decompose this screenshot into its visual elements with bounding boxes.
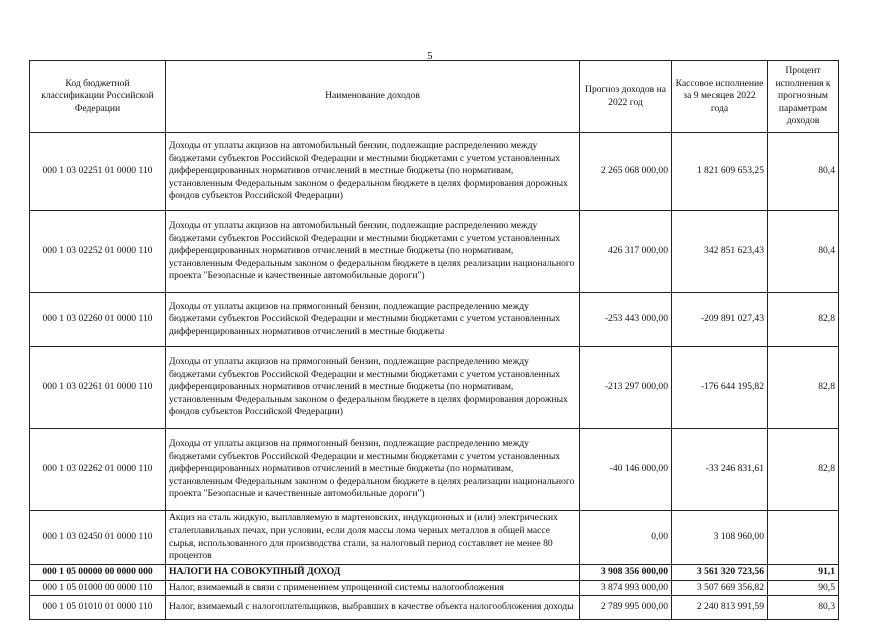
- row-code: 000 1 05 01010 01 0000 110: [30, 596, 166, 620]
- header-forecast: Прогноз доходов на 2022 год: [580, 61, 672, 133]
- table-row: [30, 347, 839, 429]
- row-name: Доходы от уплаты акцизов на автомобильный бензин, подлежащие распределению между бюджетами субъектов Российской Федерации и местными бюджетами с учетом установленных дифференцированных нормативов отчислений в местные бюджеты (по нормативам, установленным Федеральным законом о федеральном бюджете в целях формирования дорожных фондов субъектов Российской Федерации): [166, 133, 580, 211]
- row-actual: -33 246 831,61: [672, 429, 768, 511]
- table-row: [30, 211, 839, 293]
- row-percent: 80,4: [768, 133, 839, 211]
- row-forecast: 426 317 000,00: [580, 211, 672, 293]
- row-percent: [768, 511, 839, 565]
- header-code: Код бюджетной классификации Российской Федерации: [30, 61, 166, 133]
- row-code: 000 1 03 02261 01 0000 110: [30, 347, 166, 429]
- row-forecast: -40 146 000,00: [580, 429, 672, 511]
- table-row: [30, 565, 839, 581]
- row-name: Доходы от уплаты акцизов на автомобильный бензин, подлежащие распределению между бюджетами субъектов Российской Федерации и местными бюджетами с учетом установленных дифференцированных нормативов отчислений в местные бюджеты (по нормативам, установленным Федеральным законом о федеральном бюджете в целях реализации национального проекта "Безопасные и качественные автомобильные дороги"): [166, 211, 580, 293]
- row-forecast: 0,00: [580, 511, 672, 565]
- row-percent: 90,5: [768, 580, 839, 596]
- page-number: 5: [427, 50, 433, 62]
- row-actual: 1 821 609 653,25: [672, 133, 768, 211]
- row-name: Налог, взимаемый в связи с применением упрощенной системы налогообложения: [166, 580, 580, 596]
- row-actual: -176 644 195,82: [672, 347, 768, 429]
- table-row: [30, 293, 839, 347]
- row-actual: 2 240 813 991,59: [672, 596, 768, 620]
- table-row: [30, 596, 839, 620]
- row-forecast: -253 443 000,00: [580, 293, 672, 347]
- row-name: Акциз на сталь жидкую, выплавляемую в мартеновских, индукционных и (или) электрических сталеплавильных печах, при условии, если доля массы лома черных металлов в общей массе сырья, использованного для производства стали, за налоговый период составляет не менее 80 процентов: [166, 511, 580, 565]
- row-percent: 82,8: [768, 293, 839, 347]
- row-code: 000 1 03 02251 01 0000 110: [30, 133, 166, 211]
- row-actual: 3 561 320 723,56: [672, 565, 768, 581]
- row-code: 000 1 05 00000 00 0000 000: [30, 565, 166, 581]
- row-forecast: 3 908 356 000,00: [580, 565, 672, 581]
- row-percent: 80,4: [768, 211, 839, 293]
- row-actual: 3 108 960,00: [672, 511, 768, 565]
- table-row: [30, 511, 839, 565]
- row-actual: -209 891 027,43: [672, 293, 768, 347]
- row-code: 000 1 03 02260 01 0000 110: [30, 293, 166, 347]
- row-forecast: 2 789 995 000,00: [580, 596, 672, 620]
- row-name: Доходы от уплаты акцизов на прямогонный бензин, подлежащие распределению между бюджетами субъектов Российской Федерации и местными бюджетами с учетом установленных дифференцированных нормативов отчислений в местные бюджеты: [166, 293, 580, 347]
- row-forecast: -213 297 000,00: [580, 347, 672, 429]
- revenue-table: [29, 60, 839, 620]
- row-code: 000 1 03 02252 01 0000 110: [30, 211, 166, 293]
- row-code: 000 1 03 02450 01 0000 110: [30, 511, 166, 565]
- header-name: Наименование доходов: [166, 61, 580, 133]
- row-name: Доходы от уплаты акцизов на прямогонный бензин, подлежащие распределению между бюджетами субъектов Российской Федерации и местными бюджетами с учетом установленных дифференцированных нормативов отчислений в местные бюджеты (по нормативам, установленным Федеральным законом о федеральном бюджете в целях реализации национального проекта "Безопасные и качественные автомобильные дороги"): [166, 429, 580, 511]
- row-percent: 91,1: [768, 565, 839, 581]
- row-code: 000 1 05 01000 00 0000 110: [30, 580, 166, 596]
- row-actual: 342 851 623,43: [672, 211, 768, 293]
- table-header-row: [30, 61, 839, 133]
- table-row: [30, 429, 839, 511]
- row-name: НАЛОГИ НА СОВОКУПНЫЙ ДОХОД: [166, 565, 580, 581]
- row-name: Доходы от уплаты акцизов на прямогонный бензин, подлежащие распределению между бюджетами субъектов Российской Федерации и местными бюджетами с учетом установленных дифференцированных нормативов отчислений в местные бюджеты (по нормативам, установленным Федеральным законом о федеральном бюджете в целях формирования дорожных фондов субъектов Российской Федерации): [166, 347, 580, 429]
- header-percent: Процент исполнения к прогнозным параметрам доходов: [768, 61, 839, 133]
- row-actual: 3 507 669 356,82: [672, 580, 768, 596]
- row-name: Налог, взимаемый с налогоплательщиков, выбравших в качестве объекта налогообложения доходы: [166, 596, 580, 620]
- row-percent: 82,8: [768, 429, 839, 511]
- header-actual: Кассовое исполнение за 9 месяцев 2022 года: [672, 61, 768, 133]
- row-percent: 82,8: [768, 347, 839, 429]
- row-forecast: 3 874 993 000,00: [580, 580, 672, 596]
- row-percent: 80,3: [768, 596, 839, 620]
- table-row: [30, 133, 839, 211]
- row-code: 000 1 03 02262 01 0000 110: [30, 429, 166, 511]
- table-row: [30, 580, 839, 596]
- row-forecast: 2 265 068 000,00: [580, 133, 672, 211]
